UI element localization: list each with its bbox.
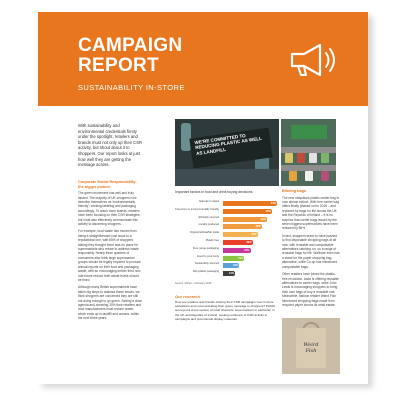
bar-chart (175, 200, 279, 280)
chart-value-label: 43% (260, 217, 266, 221)
photo-banner-text: WE'RE COMMITTED TO REDUCING PLASTIC AS WELL AS LANDFILL (194, 133, 263, 156)
chart-title: Important factors in food and drink buying decisions (175, 190, 253, 194)
csr-paragraph-1: The green movement has well and truly landed. The majority of UK shoppers now describe themselves as 'environmentally friendly', seeking labelling and packaging accordingly. To reach more brands, retailers have been focusing on their CSR strategies, but must also effectively communicate this activity to discerning shoppers. (78, 191, 141, 227)
photo-product (321, 153, 329, 163)
photo-product (285, 153, 293, 163)
chart-category-label: Good to your body (196, 254, 219, 258)
chart-category-label: Recyclable packaging (192, 270, 219, 274)
chart-row (175, 216, 279, 223)
chart-category-label: Locally produced (198, 223, 219, 227)
chart-category-label: Plastic free (205, 239, 219, 242)
research-text: How are retailers and brands sharing their CSR campaigns now in-store activations and communicating their green message to shoppers? POPAI surveyed a cross section of retail channels, supermarkets in particular, in the UK and Republic of Ireland, seeking evidence of CSR activity in campaigns and promotional display materials. (175, 300, 276, 321)
chart-row (175, 231, 279, 238)
chart-category-label: Free range packaging (192, 246, 219, 250)
chart-value-label: 48% (265, 209, 271, 213)
photo-product (297, 153, 305, 163)
column-1 (78, 180, 142, 324)
csr-heading: Corporate Social Responsibility: the bigger picture (78, 180, 137, 189)
intro-text: With sustainability and environmental credentials firmly under the spotlight, retailers and brands must not only up their CSR activity, but shout about it to shoppers. Our report looks at just how well they are getting the message across. (78, 123, 143, 168)
chart-category-label: Organic/ethical/fair trade (189, 231, 219, 235)
photo-product (289, 171, 297, 181)
chart-value-label: 38% (255, 225, 261, 229)
chart-value-label: 16% (233, 264, 239, 268)
chart-category-label: Natural or naked (199, 200, 219, 203)
chart-row (175, 270, 279, 277)
report-title (78, 36, 182, 76)
chart-category-label: Ethically sourced (198, 215, 219, 219)
binning-bags-heading: Binning bags (282, 189, 307, 193)
bags-paragraph-1: The new ubiquitous plastic carrier bag is now almost extinct. With free carrier bag offers finally phased out in 2018 – and replaced by bags for life across the UK and the Republic of Ireland – it is no surprise that carrier bags issued by the seven biggest supermarkets have been reduced by 86%. (282, 195, 339, 231)
store-photo-plastic-banner (175, 119, 279, 186)
photo-product (321, 171, 329, 181)
photo-sign (291, 125, 327, 139)
chart-row (175, 262, 279, 269)
chart-category-label: Sustainably sourced (194, 262, 219, 266)
chart-value-label: 27% (244, 248, 250, 252)
research-heading: Our research (175, 294, 200, 299)
paper-bag-photo (282, 318, 340, 374)
report-page (38, 12, 368, 384)
chart-row (175, 239, 279, 246)
bags-paragraph-3: Other retailers have joined the plastic-free revolution. Asda is offering reusable alternatives to carrier bags, while John Lewis is encouraging shoppers to bring their own bags or buy a reusable one. Meanwhile, fashion retailer Weird Fish introduced shopping bags made from recycled paper across its retail estate. (282, 272, 339, 307)
chart-row (175, 247, 279, 254)
bag-brand-logo: Weird Fish (303, 342, 319, 354)
report-subtitle: SUSTAINABILITY IN-STORE (78, 83, 185, 92)
chart-value-label: 29% (246, 241, 252, 244)
megaphone-icon (286, 42, 340, 78)
csr-paragraph-2: For example, food waste has moved from being a straightforward cost issue to a reputational one, with 65% of shoppers stating they thought there was no place for supermarkets who refuse to address waste responsibly. Nearly three quarters of consumers also think large supermarket groups should be legally required to produce annual reports on their food and packaging waste, with an encouraging further third now rate future reduce their waste levels should be fined. (78, 229, 141, 282)
report-header (38, 12, 368, 106)
chart-row (175, 208, 279, 215)
chart-value-label: 21% (238, 256, 244, 260)
bags-paragraph-2: In fact, shoppers seem to have pushed to find disposable shopping bags at all now, with reusable and compostable alternatives catching on, on a range of reusable bags for life. Waitrose even has a stand for the paper shopping bag alternative, while Co-op has introduced compostable bags. (282, 233, 340, 269)
title-line-1: CAMPAIGN (78, 35, 183, 56)
chart-value-label: 12% (229, 272, 235, 276)
column-3 (282, 189, 340, 310)
chart-row (175, 200, 279, 207)
csr-paragraph-3: Although many British supermarkets have taken big steps to address these issues, we think shoppers are concerned they are still not doing enough to go green. Setting a clear agenda and checking 30% their retailers and food manufacturers must reduce waste, which ends up in landfill and oceans, within the next three years. (78, 285, 142, 321)
photo-product (305, 171, 313, 181)
chart-row (175, 223, 279, 230)
chart-source: Source: Mintel – February 2019 (175, 282, 212, 285)
chart-value-label: 53% (270, 202, 276, 205)
chart-value-label: 34% (251, 233, 257, 237)
photo-shelf (175, 169, 279, 186)
chart-category-label: Free-from or environmentally friendly (175, 207, 219, 211)
photo-product (309, 153, 317, 163)
chart-row (175, 255, 279, 262)
title-line-2: REPORT (78, 55, 159, 76)
store-photo-aisle (281, 119, 336, 186)
